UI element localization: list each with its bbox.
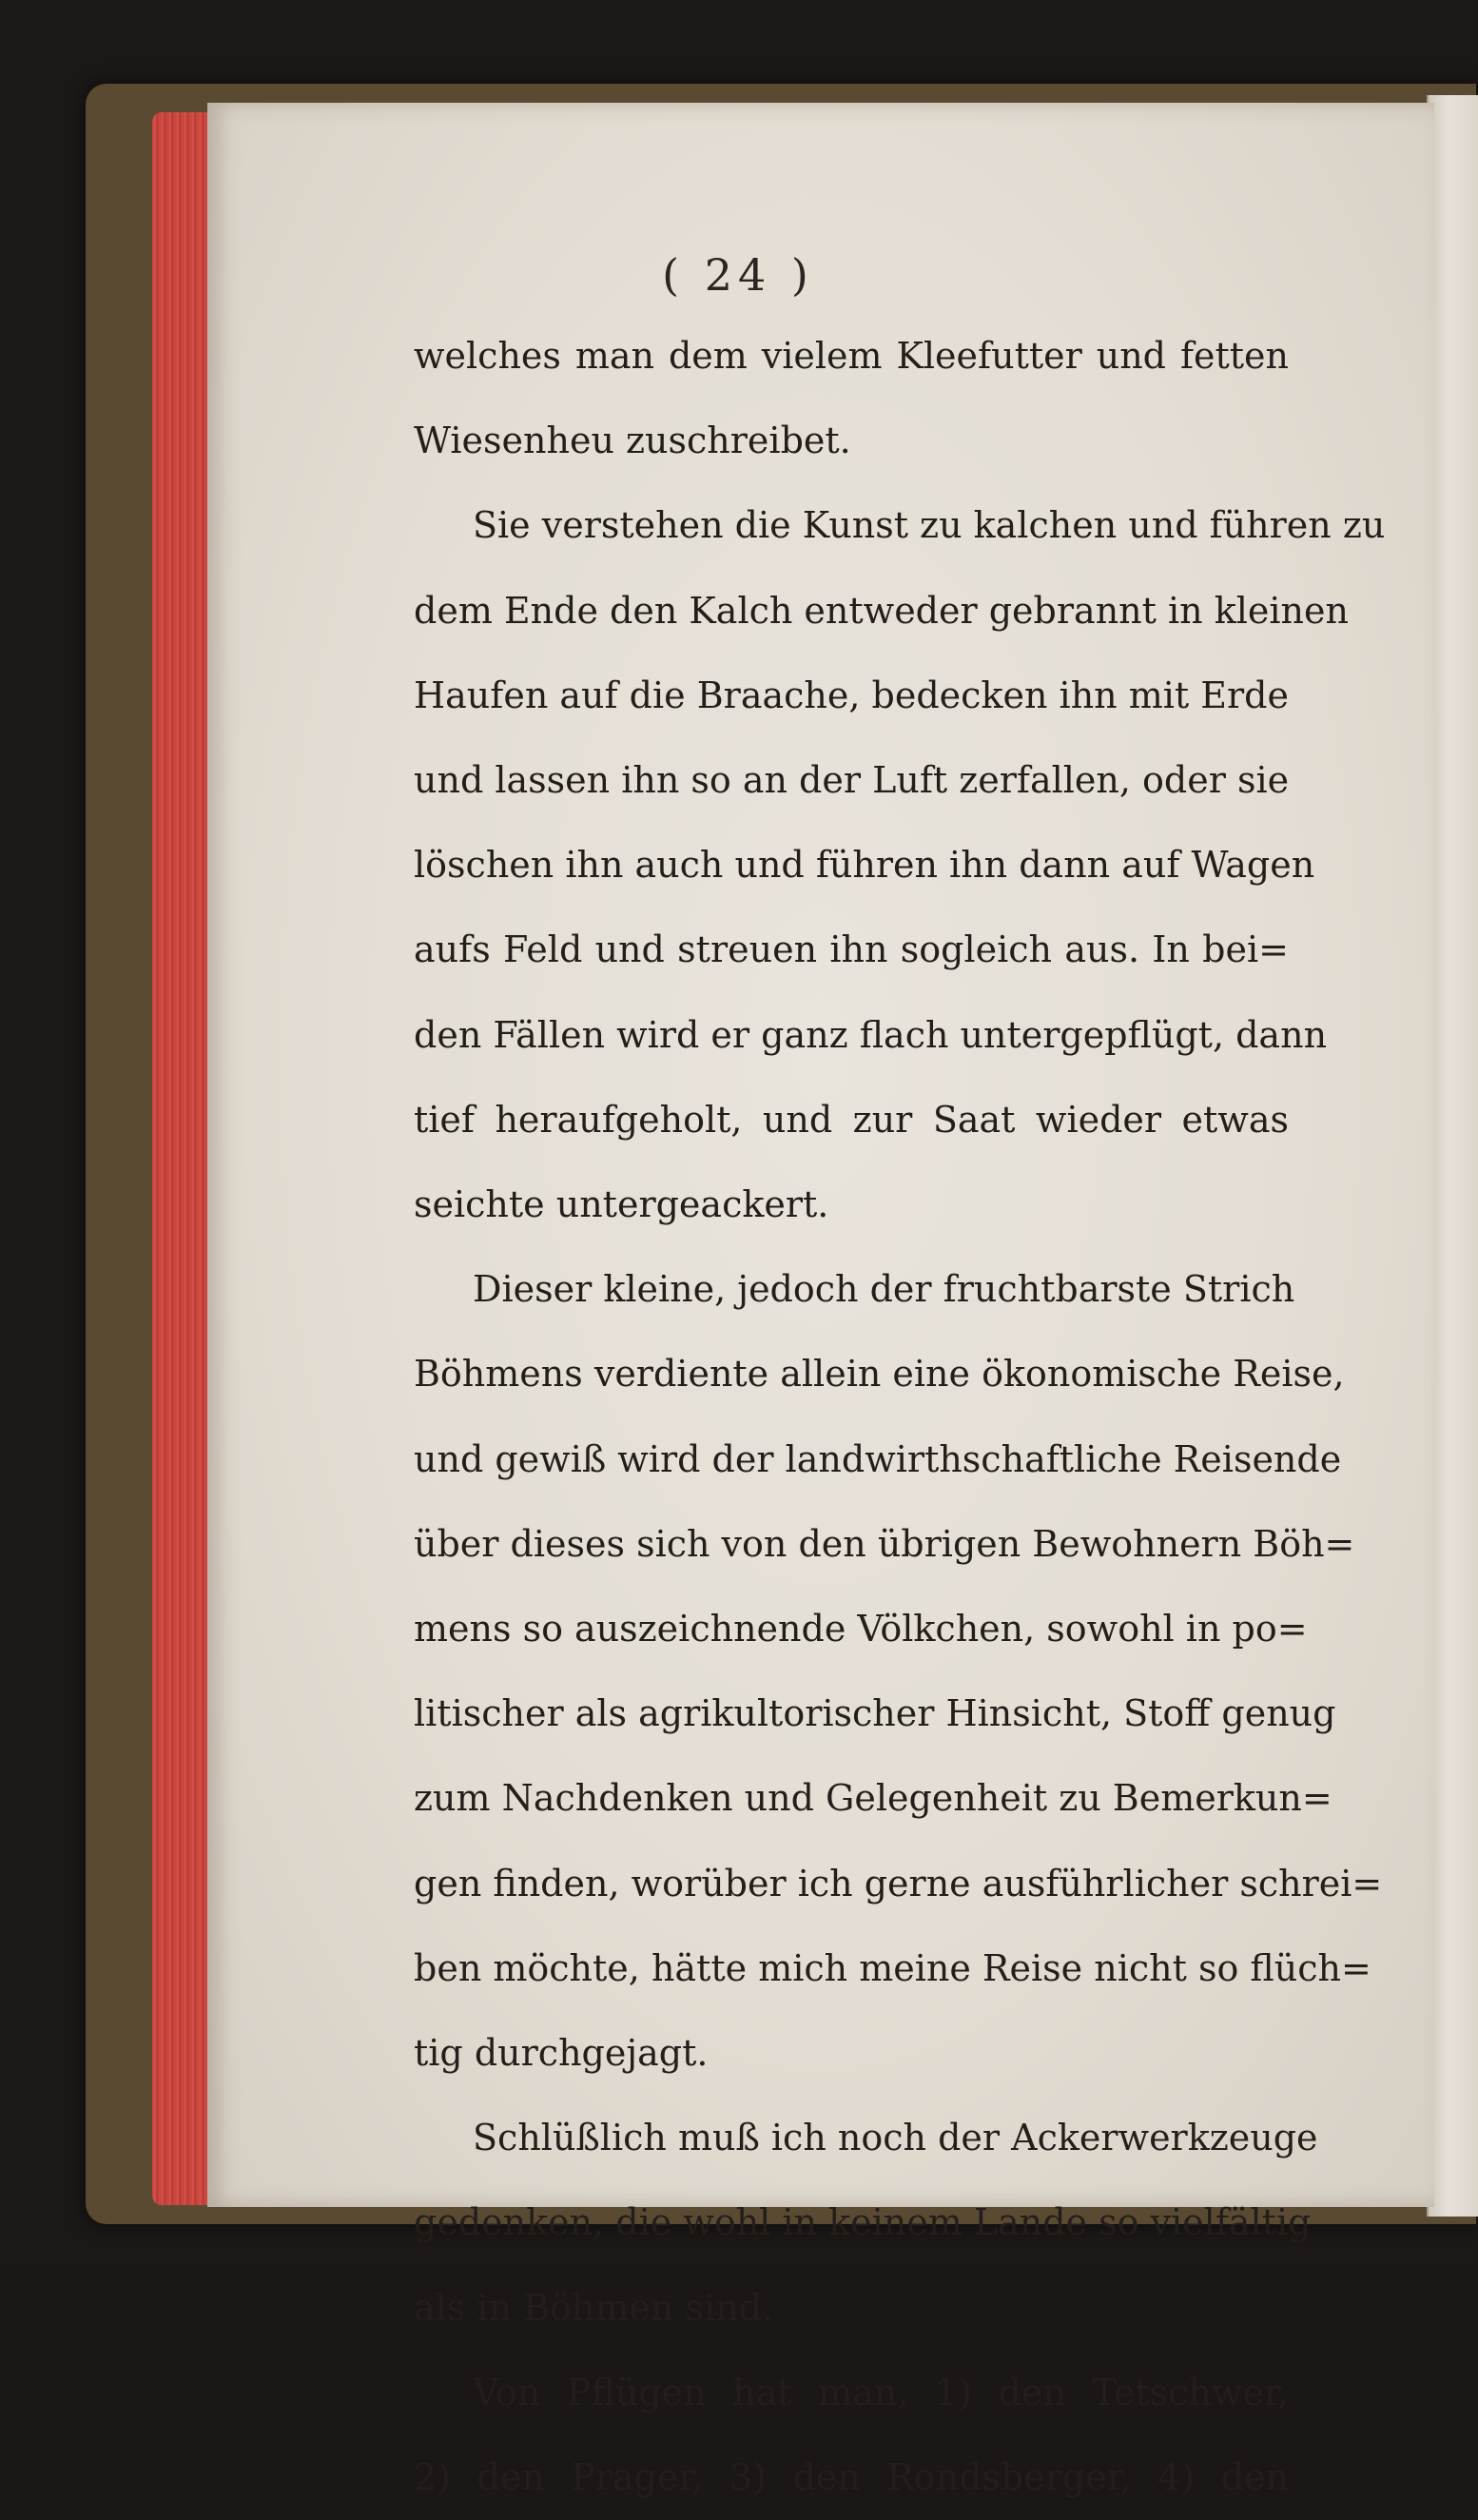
text-line: Sie verstehen die Kunst zu kalchen und führen zu [473,504,1386,547]
text-line: mens so auszeichnende Völkchen, sowohl in po= [414,1608,1308,1651]
text-line: Schlüßlich muß ich noch der Ackerwerkzeuge [473,2117,1318,2159]
text-line: ben möchte, hätte mich meine Reise nicht so flüch= [414,1946,1371,1989]
text-line: Haufen auf die Braache, bedecken ihn mit Erde [414,674,1289,716]
text-line: und lassen ihn so an der Luft zerfallen, oder sie [414,759,1290,802]
text-line: dem Ende den Kalch entweder gebrannt in kleinen [414,589,1349,632]
text-line: Dieser kleine, jedoch der fruchtbarste Strich [473,1268,1295,1311]
text-line: zum Nachdenken und Gelegenheit zu Bemerkun= [414,1777,1332,1820]
text-line: löschen ihn auch und führen ihn dann auf Wagen [414,844,1315,887]
text-line: 2) den Prager, 3) den Rondsberger, 4) den [414,2456,1289,2499]
text-line: seichte untergeackert. [414,1183,829,1226]
text-line: und gewiß wird der landwirthschaftliche Reisende [414,1437,1342,1480]
text-line: als in Böhmen sind. [414,2286,773,2329]
text-line: gedenken, die wohl in keinem Lande so vielfältig [414,2201,1312,2244]
page-number: ( 24 ) [662,249,814,301]
text-line: über dieses sich von den übrigen Bewohnern Böh= [414,1522,1355,1565]
text-line: litischer als agrikultorischer Hinsicht, Stoff genug [414,1692,1336,1735]
text-line: Wiesenheu zuschreibet. [414,420,851,462]
text-line: tig durchgejagt. [414,2032,709,2075]
text-line: welches man dem vielem Kleefutter und fetten [414,335,1289,377]
text-line: gen finden, worüber ich gerne ausführlicher schrei= [414,1862,1383,1905]
facing-page-edge [1427,95,1478,2217]
text-line: den Fällen wird er ganz flach untergepflügt, dann [414,1013,1328,1056]
text-line: Von Pflügen hat man, 1) den Tetschwer, [473,2371,1289,2413]
text-line: aufs Feld und streuen ihn sogleich aus. In bei= [414,928,1289,971]
text-line: tief heraufgeholt, und zur Saat wieder etwas [414,1098,1289,1141]
text-line: Böhmens verdiente allein eine ökonomische Reise, [414,1353,1345,1396]
page-text [414,314,1386,2520]
